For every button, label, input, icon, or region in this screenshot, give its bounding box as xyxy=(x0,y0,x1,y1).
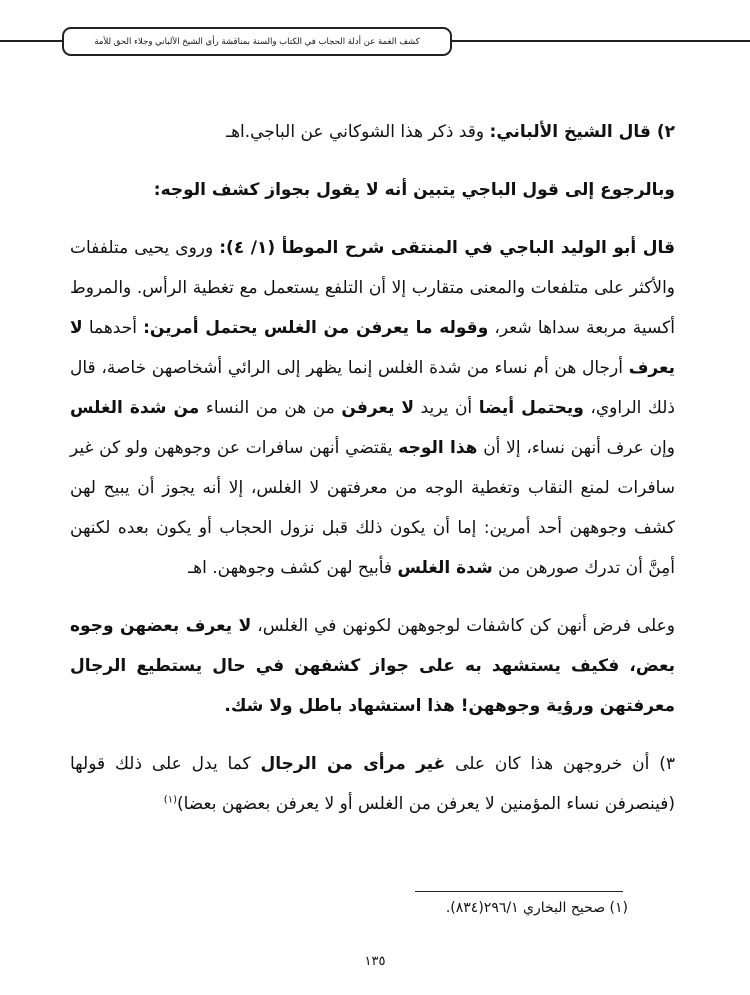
footnote: (١) صحيح البخاري ٢٩٦/١(٨٣٤). xyxy=(445,900,628,916)
body-text xyxy=(70,112,675,824)
paragraph-baji-quote: قال أبو الوليد الباجي في المنتقى شرح الموطأ (١/ ٤): وروى يحيى متلففات والأكثر على متلفعات والمعنى متقارب إلا أن التلفع يستعمل مع تغطية الرأس. والمروط أكسية مربعة سداها شعر، وقوله ما يعرفن من الغلس يحتمل أمرين: أحدهما لا يعرف أرجال هن أم نساء من شدة الغلس إنما يظهر إلى الرائي أشخاصهن خاصة، قال ذلك الراوي، ويحتمل أيضا أن يريد لا يعرفن من هن من النساء من شدة الغلس وإن عرف أنهن نساء، إلا أن هذا الوجه يقتضي أنهن سافرات عن وجوههن ولو كن غير سافرات لمنع النقاب وتغطية الوجه من معرفتهن لا الغلس، إلا أنه يجوز أن يبيح لهن كشف وجوههن أحد أمرين: إما أن يكون ذلك قبل نزول الحجاب أو يكون بعده لكنهن أمِنَّ أن تدرك صورهن من شدة الغلس فأبيح لهن كشف وجوههن. اهـ xyxy=(70,238,676,578)
header-rule-left xyxy=(0,40,62,42)
running-header-title: كشف الغمة عن أدلة الحجاب في الكتاب والسنة بمناقشة رأي الشيخ الألباني وجلاء الحق للأمة xyxy=(94,36,420,47)
point-2-text: وقد ذكر هذا الشوكاني عن الباجي.اهـ xyxy=(226,122,490,142)
paragraph-2 xyxy=(70,112,675,152)
footnote-divider xyxy=(415,891,623,892)
footnote-ref[interactable]: (١) xyxy=(163,794,177,806)
page-number: ١٣٥ xyxy=(364,954,386,969)
running-header xyxy=(62,27,452,56)
header-rule-right xyxy=(452,40,750,42)
point-2-heading: ٢) قال الشيخ الألباني: xyxy=(489,122,675,142)
paragraph-returning: وبالرجوع إلى قول الباجي يتبين أنه لا يقول بجواز كشف الوجه: xyxy=(153,180,675,200)
paragraph-assumption: وعلى فرض أنهن كن كاشفات لوجوههن لكونهن في الغلس، لا يعرف بعضهن وجوه بعض، فكيف يستشهد به على جواز كشفهن في حال يستطيع الرجال معرفتهن ورؤية وجوههن! هذا استشهاد باطل ولا شك. xyxy=(70,616,675,716)
paragraph-3: ٣) أن خروجهن هذا كان على غير مرأى من الرجال كما يدل على ذلك قولها (فينصرفن نساء المؤمنين لا يعرفن من الغلس أو لا يعرفن بعضهن بعضا)$^{(١)}$ xyxy=(70,754,675,814)
